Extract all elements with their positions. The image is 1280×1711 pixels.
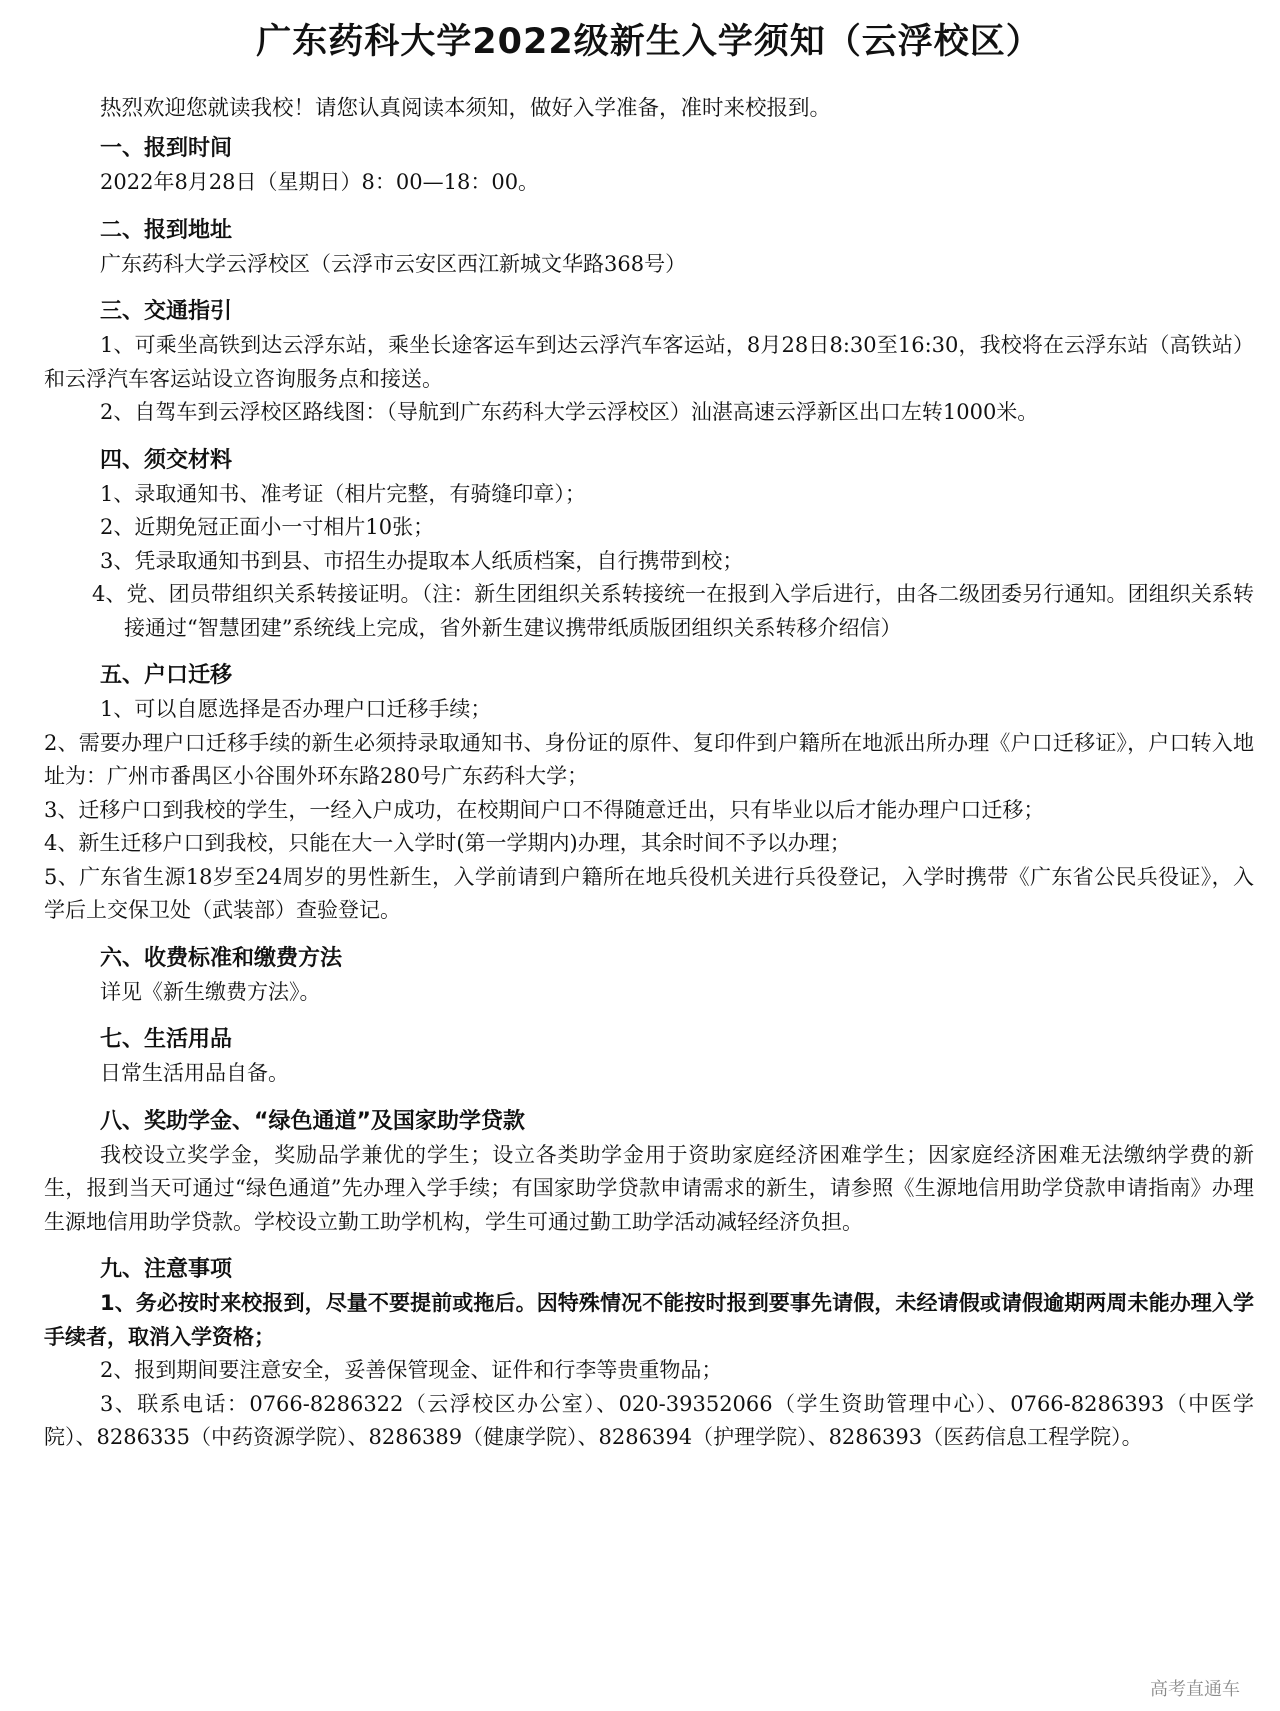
- section-notes: [44, 1253, 1254, 1455]
- section-heading: 四、须交材料: [100, 447, 233, 473]
- watermark-text: 高考直通车: [1150, 1679, 1240, 1700]
- section-line: 2022年8月28日（星期日）8：00—18：00。: [100, 170, 540, 194]
- section-daily-items: [44, 1023, 1254, 1091]
- section-line: 2、近期免冠正面小一寸相片10张；: [100, 515, 435, 539]
- section-hukou: [44, 659, 1254, 928]
- section-line: 4、新生迁移户口到我校，只能在大一入学时(第一学期内)办理，其余时间不予以办理；: [44, 831, 851, 855]
- section-line: 1、可以自愿选择是否办理户口迁移手续；: [100, 697, 492, 721]
- section-line: 我校设立奖学金，奖励品学兼优的学生；设立各类助学金用于资助家庭经济困难学生；因家庭经济困难无法缴纳学费的新生，报到当天可通过“绿色通道”先办理入学手续；有国家助学贷款申请需求的新生，请参照《生源地信用助学贷款申请指南》办理生源地信用助学贷款。学校设立勤工助学机构，学生可通过勤工助学活动减轻经济负担。: [44, 1142, 1254, 1234]
- section-line: 5、广东省生源18岁至24周岁的男性新生，入学前请到户籍所在地兵役机关进行兵役登记，入学时携带《广东省公民兵役证》，入学后上交保卫处（武装部）查验登记。: [44, 864, 1254, 922]
- section-line: 3、迁移户口到我校的学生，一经入户成功，在校期间户口不得随意迁出，只有毕业以后才能办理户口迁移；: [44, 797, 1045, 822]
- section-heading: 九、注意事项: [100, 1257, 233, 1282]
- section-line: 1、可乘坐高铁到达云浮东站，乘坐长途客运车到达云浮汽车客运站，8月28日8:30至16:30，我校将在云浮东站（高铁站）和云浮汽车客运站设立咨询服务点和接送。: [44, 333, 1254, 391]
- section-heading: 六、收费标准和缴费方法: [100, 945, 343, 971]
- section-line: 2、报到期间要注意安全，妥善保管现金、证件和行李等贵重物品；: [100, 1358, 723, 1382]
- section-line: 2、自驾车到云浮校区路线图：（导航到广东药科大学云浮校区）汕湛高速云浮新区出口左转1000米。: [100, 400, 1039, 424]
- section-line: 3、联系电话：0766-8286322（云浮校区办公室）、020-39352066（学生资助管理中心）、0766-8286393（中医学院）、8286335（中药资源学院）、8286389（健康学院）、8286394（护理学院）、8286393（医药信息工程学院）。: [44, 1391, 1254, 1449]
- section-line: 1、务必按时来校报到，尽量不要提前或拖后。因特殊情况不能按时报到要事先请假，未经请假或请假逾期两周未能办理入学手续者，取消入学资格；: [44, 1291, 1254, 1349]
- section-heading: 二、报到地址: [100, 217, 233, 243]
- section-report-time: [44, 132, 1254, 200]
- section-line: 广东药科大学云浮校区（云浮市云安区西江新城文华路368号）: [100, 251, 687, 276]
- section-heading: 一、报到时间: [100, 136, 233, 161]
- section-heading: 五、户口迁移: [100, 663, 233, 688]
- document-title: 广东药科大学2022级新生入学须知（云浮校区）: [256, 22, 1042, 62]
- section-financial-aid: [44, 1105, 1254, 1240]
- section-fees: [44, 942, 1254, 1010]
- section-heading: 八、奖助学金、“绿色通道”及国家助学贷款: [100, 1108, 525, 1134]
- section-line: 3、凭录取通知书到县、市招生办提取本人纸质档案，自行携带到校；: [100, 548, 744, 573]
- section-line: 日常生活用品自备。: [100, 1061, 289, 1085]
- section-line: 详见《新生缴费方法》。: [100, 979, 321, 1004]
- section-line: 1、录取通知书、准考证（相片完整，有骑缝印章）；: [100, 481, 586, 506]
- section-heading: 七、生活用品: [100, 1027, 233, 1052]
- intro-paragraph: 热烈欢迎您就读我校！请您认真阅读本须知，做好入学准备，准时来校报到。: [100, 96, 832, 121]
- section-line: 2、需要办理户口迁移手续的新生必须持录取通知书、身份证的原件、复印件到户籍所在地派出所办理《户口迁移证》，户口转入地址为：广州市番禺区小谷围外环东路280号广东药科大学；: [44, 730, 1254, 788]
- section-heading: 三、交通指引: [100, 299, 233, 324]
- section-transport: [44, 295, 1254, 430]
- section-line: 4、党、团员带组织关系转接证明。（注：新生团组织关系转接统一在报到入学后进行，由各二级团委另行通知。团组织关系转接通过“智慧团建”系统线上完成，省外新生建议携带纸质版团组织关系转移介绍信）: [92, 582, 1254, 640]
- section-report-address: [44, 214, 1254, 282]
- document-page: [44, 14, 1254, 1469]
- section-materials: [44, 444, 1254, 646]
